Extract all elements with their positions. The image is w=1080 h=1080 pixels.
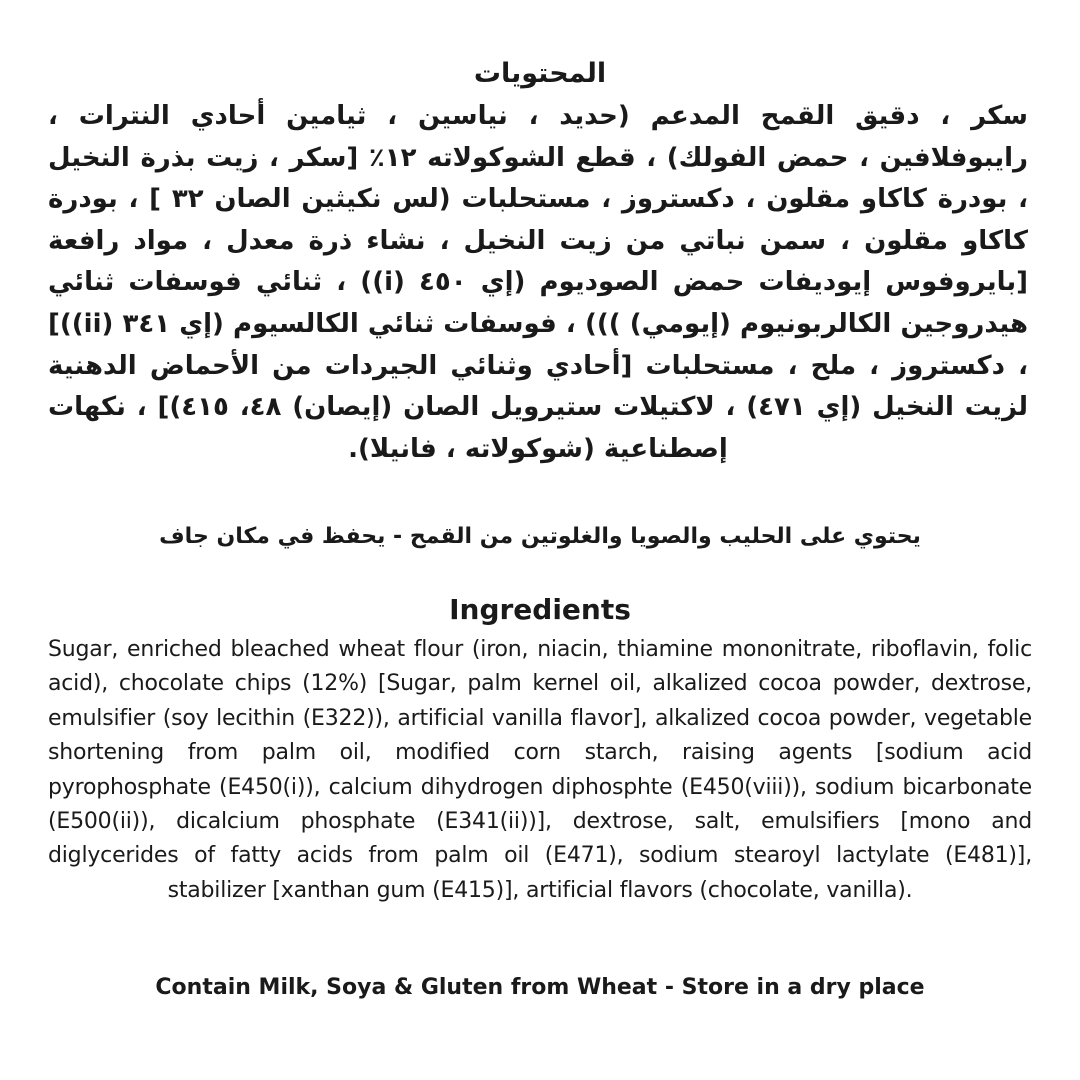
arabic-allergen-storage-note: يحتوي على الحليب والصويا والغلوتين من القمح - يحفظ في مكان جاف [159, 524, 921, 549]
english-ingredients-text: Sugar, enriched bleached wheat flour (iron, niacin, thiamine mononitrate, riboflavin, folic acid), chocolate chips (12%) [Sugar, palm kernel oil, alkalized cocoa powder, dextrose, emulsifier (soy lecithin (E322)), artificial vanilla flavor], alkalized cocoa powder, vegetable shortening from palm oil, modified corn starch, raising agents [sodium acid pyrophosphate (E450(i)), calcium dihydrogen diphosphte (E450(viii)), sodium bicarbonate (E500(ii)), dicalcium phosphate (E341(ii))], dextrose, salt, emulsifiers [mono and diglycerides of fatty acids from palm oil (E471), sodium stearoyl lactylate (E481)], stabilizer [xanthan gum (E415)], artificial flavors (chocolate, vanilla). [48, 637, 1032, 903]
arabic-ingredients-text: سكر ، دقيق القمح المدعم (حديد ، نياسين ، ثيامين أحادي النترات ، رايبوفلافين ، حمض الفولك) ، قطع الشوكولاته ١٢٪ [سكر ، زيت بذرة النخيل ، بودرة كاكاو مقلون ، دكستروز ، مستحلبات (لس نكيثين الصان ٣٢ ] ، بودرة كاكاو مقلون ، سمن نباتي من زيت النخيل ، نشاء ذرة معدل ، مواد رافعة [بايروفوس إيوديفات حمض الصوديوم (إي ٤٥٠ (i)) ، ثنائي فوسفات ثنائي هيدروجين الكالربونيوم (إيومي) ))) ، فوسفات ثنائي الكالسيوم (إي ٣٤١ (ii))] ، دكستروز ، ملح ، مستحلبات [أحادي وثنائي الجيردات من الأحماض الدهنية لزيت النخيل (إي ٤٧١) ، لاكتيلات ستيرويل الصان (إيصان) ٤٨، ٤١٥)] ، نكهات إصطناعية (شوكولاته ، فانيلا). [48, 101, 1029, 464]
english-allergen-storage-note: Contain Milk, Soya & Gluten from Wheat - Store in a dry place [155, 975, 925, 1000]
english-title: Ingredients [449, 593, 631, 626]
ingredients-label [40, 0, 1040, 1080]
arabic-title: المحتويات [473, 58, 607, 89]
